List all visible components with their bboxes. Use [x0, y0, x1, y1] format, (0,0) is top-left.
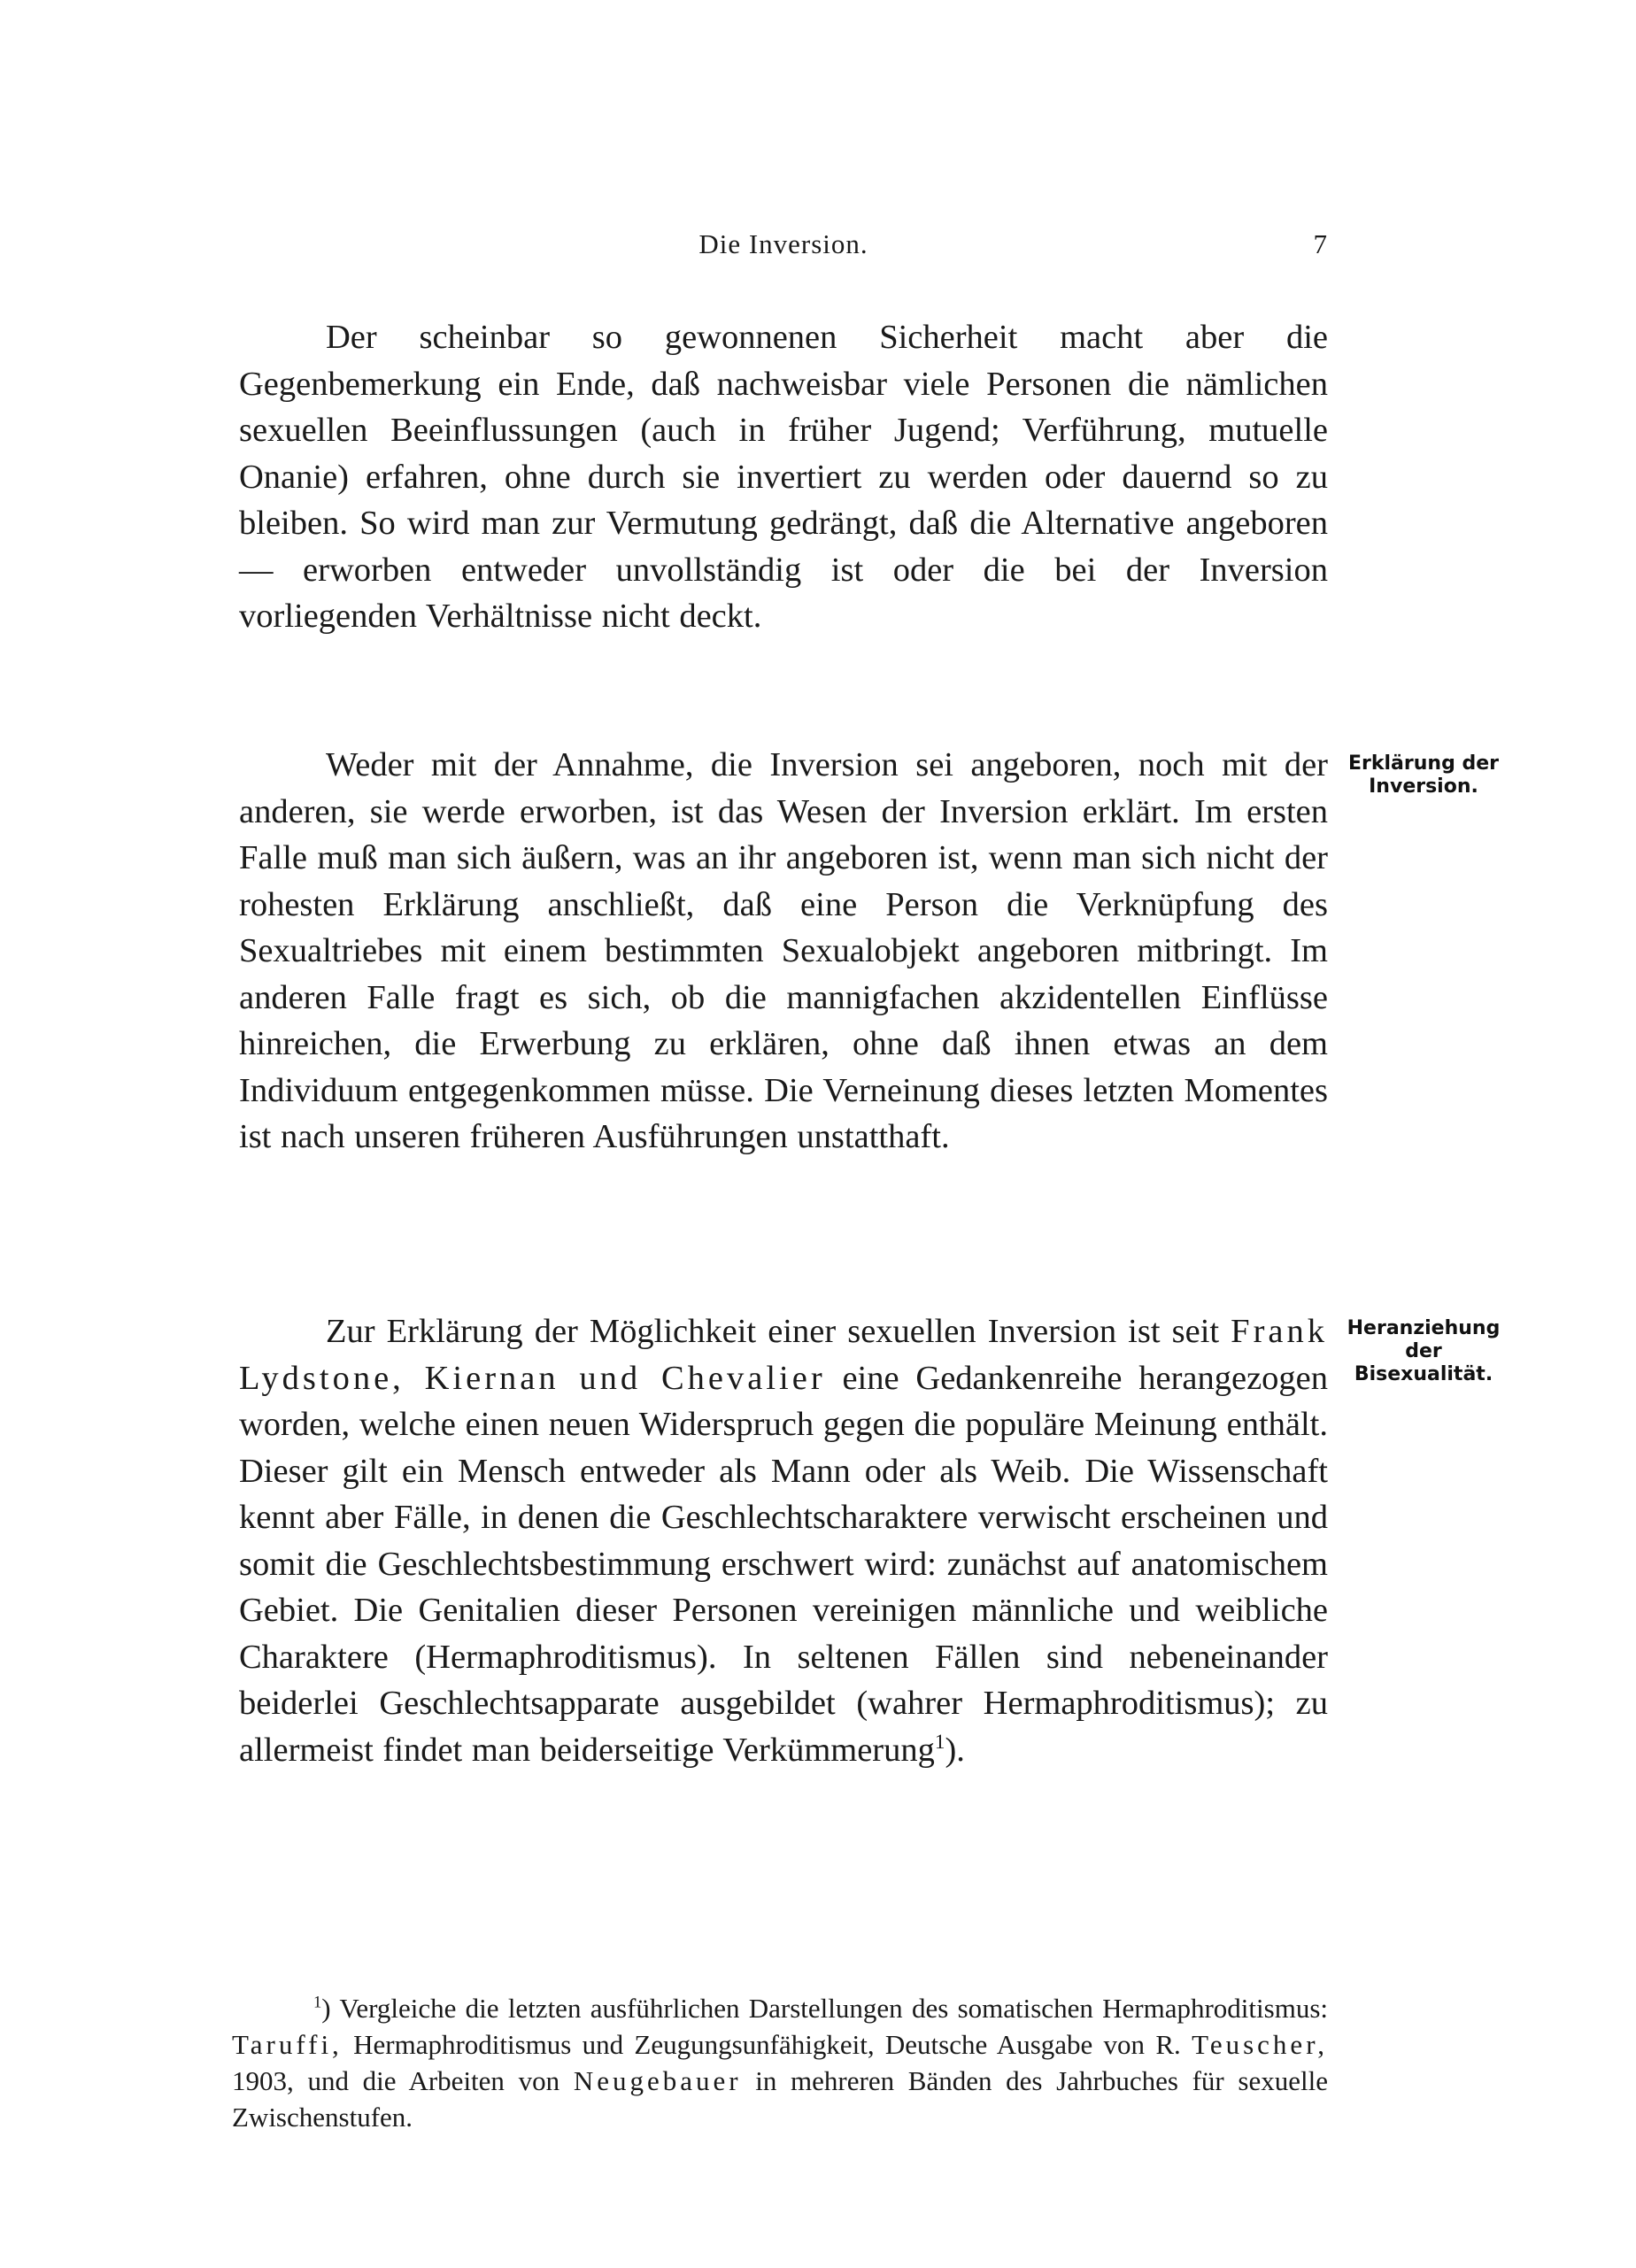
margin-note-1-line-1: Erklärung der [1348, 752, 1499, 775]
margin-note-erklaerung [1335, 752, 1512, 798]
footnote-text-4: in mehreren Bänden des Jahrbuches für sexuelle Zwischenstufen. [232, 2065, 1328, 2133]
footnote-author-taruffi: Taruffi, [232, 2029, 343, 2060]
margin-note-2-line-2: der [1405, 1340, 1442, 1362]
margin-note-1-line-2: Inversion. [1369, 775, 1478, 798]
margin-note-heranziehung [1335, 1317, 1512, 1386]
paragraph-3-author-names: Frank Lydstone, Kiernan und Chevalier [239, 1313, 1328, 1397]
page-number: 7 [1313, 228, 1328, 259]
paragraph-2: Weder mit der Annahme, die Inversion sei angeboren, noch mit der anderen, sie werde erworben, ist das Wesen der Inversion erklärt. Im ersten Falle muß man sich äußern, was an ihr angeboren ist, wenn man sich nicht der rohesten Erklärung anschließt, daß eine Person die Verknüpfung des Sexualtriebes mit einem bestimmten Sexualobjekt angeboren mitbringt. Im anderen Falle fragt es sich, ob die mannigfachen akzidentellen Einflüsse hinreichen, die Erwerbung zu erklären, ohne daß ihnen etwas an dem Individuum entgegenkommen müsse. Die Verneinung dieses letzten Momentes ist nach unseren früheren Ausführungen unstatthaft. [239, 746, 1328, 1155]
footnote-author-neugebauer: Neugebauer [573, 2065, 742, 2096]
footnote-author-teuscher: Teuscher, [1192, 2029, 1329, 2060]
margin-note-2-line-3: Bisexualität. [1354, 1363, 1493, 1385]
footnote-text-2: Hermaphroditismus und Zeugungsunfähigkeit, Deutsche Ausgabe von R. [353, 2029, 1181, 2060]
paragraph-3-text-main: eine Gedankenreihe herangezogen worden, welche einen neuen Widerspruch gegen die populäre Meinung enthält. Dieser gilt ein Mensch entweder als Mann oder als Weib. Die Wissenschaft kennt aber Fälle, in denen die Geschlechtscharaktere verwischt erscheinen und somit die Geschlechtsbestimmung erschwert wird: zunächst auf anatomischem Gebiet. Die Genitalien dieser Personen vereinigen männliche und weibliche Charaktere (Hermaphroditismus). In seltenen Fällen sind nebeneinander beiderlei Geschlechtsapparate ausgebildet (wahrer Hermaphroditismus); zu allermeist findet man beiderseitige Verkümmerung [239, 1359, 1328, 1769]
paragraph-3-text-start: Zur Erklärung der Möglichkeit einer sexuellen Inversion ist seit [326, 1313, 1220, 1350]
footnote-reference[interactable]: 1 [934, 1729, 945, 1753]
margin-note-2-line-1: Heranziehung [1347, 1317, 1501, 1339]
footnote-marker: 1 [313, 1993, 322, 2012]
paragraph-3-text-end: ). [945, 1731, 965, 1769]
footnote-text-1: ) Vergleiche die letzten ausführlichen Darstellungen des somatischen Hermaphroditismus: [321, 1993, 1328, 2024]
running-head [239, 228, 1328, 264]
footnote-text-3: 1903, und die Arbeiten von [232, 2065, 560, 2096]
paragraph-3 [239, 1308, 1328, 1773]
footnote [232, 1990, 1328, 2135]
running-title: Die Inversion. [698, 228, 868, 259]
paragraph-1: Der scheinbar so gewonnenen Sicherheit macht aber die Gegenbemerkung ein Ende, daß nachweisbar viele Personen die nämlichen sexuellen Beeinflussungen (auch in früher Jugend; Verführung, mutuelle Onanie) erfahren, ohne durch sie invertiert zu werden oder dauernd so zu bleiben. So wird man zur Vermutung gedrängt, daß die Alternative angeboren — erworben entweder unvollständig ist oder die bei der Inversion vorliegenden Verhältnisse nicht deckt. [239, 319, 1328, 635]
